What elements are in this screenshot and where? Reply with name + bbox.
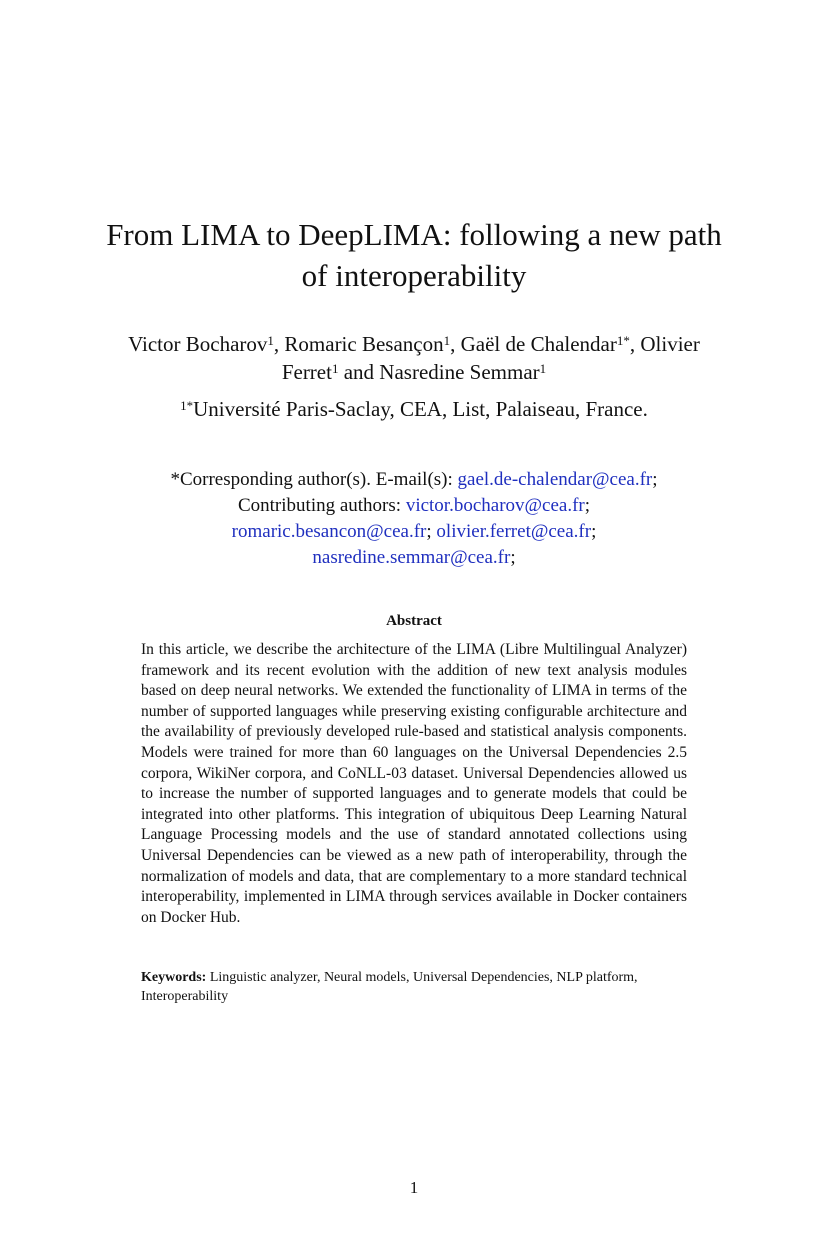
author-separator: , <box>273 332 285 356</box>
author-affiliation-marker: 1 <box>331 361 339 376</box>
email-separator: ; <box>584 495 591 516</box>
email-link-ferret[interactable]: olivier.ferret@cea.fr <box>436 521 592 542</box>
author-name: Victor Bocharov <box>128 332 268 356</box>
keywords-label: Keywords: <box>141 970 207 985</box>
author-affiliation-marker: 1* <box>616 333 630 348</box>
page-number: 1 <box>409 1178 419 1197</box>
email-separator: ; <box>426 521 432 542</box>
paper-title: From LIMA to DeepLIMA: following a new path of interoperability <box>106 217 722 293</box>
author-affiliation-marker: 1 <box>539 361 547 376</box>
contributing-emails-line <box>100 545 728 571</box>
author-affiliation-marker: 1 <box>267 333 274 348</box>
corresponding-label: *Corresponding author(s). E-mail(s): <box>170 469 458 490</box>
corresponding-email-link[interactable]: gael.de-chalendar@cea.fr <box>457 469 653 490</box>
email-separator: ; <box>652 469 658 490</box>
affiliation-marker: 1* <box>180 398 194 413</box>
author-affiliation-marker: 1 <box>443 333 451 348</box>
author-separator: , <box>450 332 461 356</box>
author-list <box>120 330 708 386</box>
corresponding-author-line <box>100 467 728 493</box>
author-separator: and <box>338 360 380 384</box>
email-link-besancon[interactable]: romaric.besancon@cea.fr <box>231 521 427 542</box>
author-name: Romaric Besançon <box>284 332 444 356</box>
abstract-heading: Abstract <box>386 613 442 629</box>
contributing-authors-line <box>100 493 728 519</box>
author-separator: , <box>629 332 641 356</box>
email-link-semmar[interactable]: nasredine.semmar@cea.fr <box>312 547 511 568</box>
contributing-emails-line <box>100 519 728 545</box>
author-name: Olivier Ferret <box>281 332 700 384</box>
author-name: Nasredine Semmar <box>379 360 540 384</box>
contributing-label: Contributing authors: <box>237 495 406 516</box>
author-name: Gaël de Chalendar <box>460 332 617 356</box>
keywords-text: Linguistic analyzer, Neural models, Universal Dependencies, NLP platform, Interoperability <box>141 970 638 1004</box>
affiliation <box>100 395 728 423</box>
abstract-body: In this article, we describe the architecture of the LIMA (Libre Multilingual Analyzer) framework and its recent evolution with the addition of new text analysis modules based on deep neural networks. We extended the functionality of LIMA in terms of the number of supported languages while preserving existing configurable architecture and the availability of previously developed rule-based and statistical analysis components. Models were trained for more than 60 languages on the Universal Dependencies 2.5 corpora, WikiNer corpora, and CoNLL-03 dataset. Universal Dependencies allowed us to increase the number of supported languages and to generate models that could be integrated into other platforms. This integration of ubiquitous Deep Learning Natural Language Processing models and the use of standard annotated collections using Universal Dependencies can be viewed as a new path of interoperability, through the normalization of models and data, that are complementary to a more standard technical interoperability, implemented in LIMA through services available in Docker containers on Docker Hub. <box>141 641 687 926</box>
email-separator: ; <box>591 521 597 542</box>
keywords-section <box>141 968 687 1006</box>
email-link-bocharov[interactable]: victor.bocharov@cea.fr <box>405 495 585 516</box>
email-separator: ; <box>510 547 516 568</box>
contact-block <box>100 467 728 571</box>
affiliation-text: Université Paris-Saclay, CEA, List, Palaiseau, France. <box>193 397 648 421</box>
